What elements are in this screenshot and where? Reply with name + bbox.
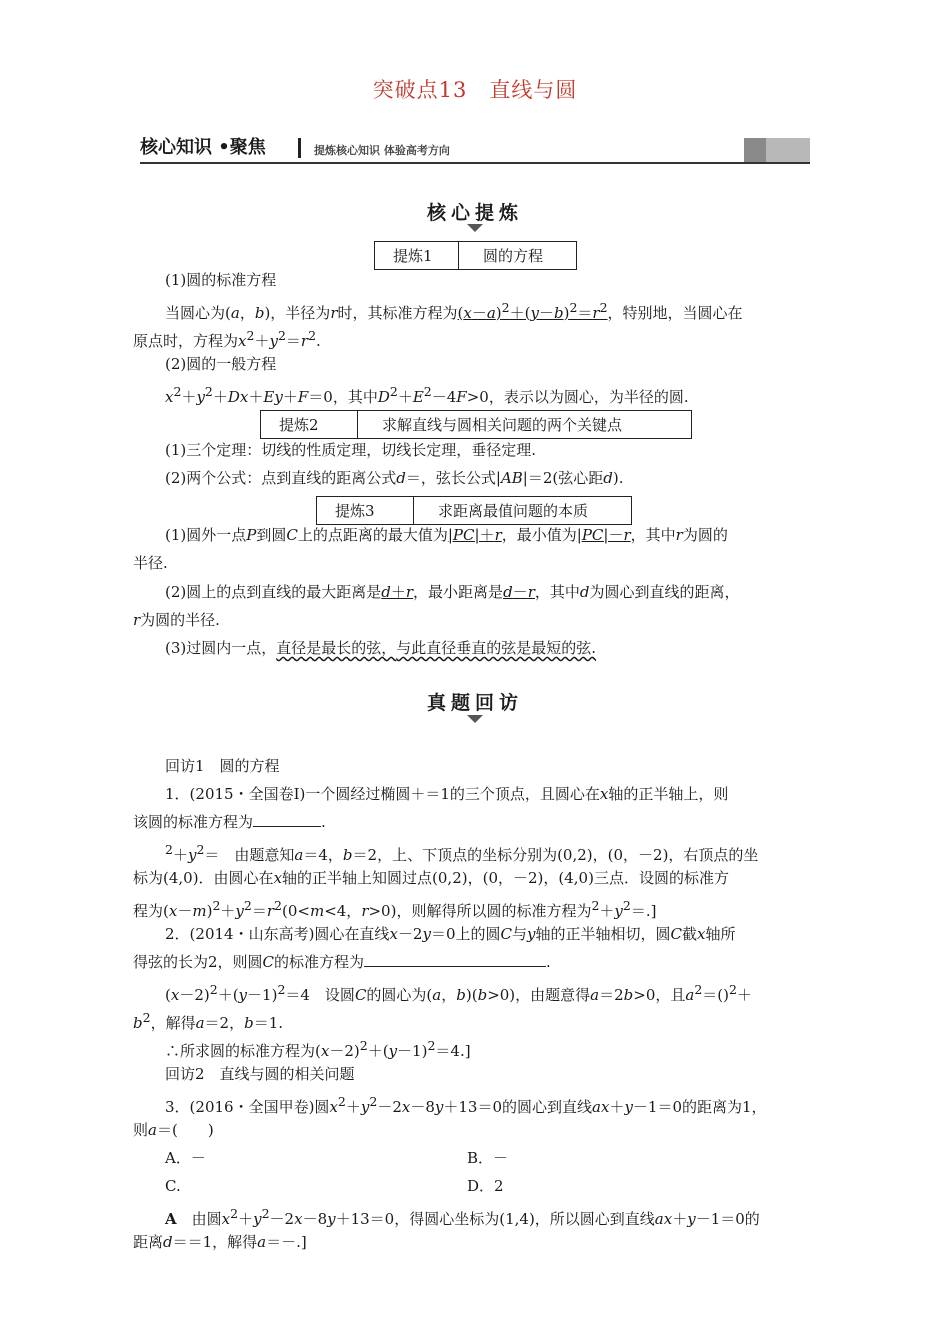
page-title: 突破点13 直线与圆: [372, 78, 578, 102]
paragraph: 原点时，方程为$x^2+y^2=r^2$.: [133, 328, 321, 350]
triangle-marker-icon: [467, 715, 483, 723]
topic-box-name: 求距离最值问题的本质: [438, 502, 589, 520]
topic-box-2: [260, 410, 692, 439]
paragraph: (2)圆的一般方程: [165, 355, 277, 373]
paragraph: 则a＝( ): [133, 1121, 214, 1139]
paragraph: 该圆的标准方程为 .: [133, 808, 326, 836]
paragraph: (1)圆外一点P到圆C上的点距离的最大值为|PC|＋r，最小值为|PC|－r，其中r为圆的: [165, 526, 728, 544]
topic-box-number: 提炼1: [375, 242, 459, 269]
paragraph: ∴所求圆的标准方程为$(x-2)^2+(y-1)^2=4$.]: [165, 1038, 471, 1060]
paragraph: $x^2+y^2+Dx+Ey+F=0$，其中$D^2+E^2-4F>0$，表示以为圆心，为半径的圆.: [165, 384, 689, 406]
answer-blank: [253, 810, 321, 827]
header-bar-block-light: [766, 138, 810, 162]
header-bar-block-dark: [744, 138, 766, 162]
section-title-core: 核心提炼: [426, 202, 523, 224]
header-bar-title: 核心知识 •聚焦: [140, 137, 266, 158]
paragraph: (1)圆的标准方程: [165, 271, 277, 289]
paragraph: 标为(4,0)．由圆心在x轴的正半轴上知圆过点(0,2)，(0，－2)，(4,0)三点．设圆的标准方: [133, 869, 729, 887]
paragraph: $^2+y^2=$ 由题意知a＝4，b＝2，上、下顶点的坐标分别为(0,2)，(0，－2)，右顶点的坐: [165, 842, 759, 864]
paragraph: (1)三个定理：切线的性质定理，切线长定理，垂径定理.: [165, 441, 537, 459]
section-header-bar: [140, 136, 810, 164]
paragraph: (3)过圆内一点，直径是最长的弦，与此直径垂直的弦是最短的弦.: [165, 639, 597, 657]
paragraph: 半径.: [133, 554, 168, 572]
topic-box-number: 提炼2: [261, 411, 358, 438]
paragraph: (2)两个公式：点到直线的距离公式d＝，弦长公式|AB|＝2(弦心距d).: [165, 469, 624, 487]
paragraph: 距离d＝＝1，解得a＝－.]: [133, 1233, 307, 1251]
paragraph: $(x-2)^2+(y-1)^2=4$ 设圆C的圆心为(a，b)(b>0)，由题意得a＝2b>0，且$a^2=()^2+$: [165, 982, 752, 1004]
paragraph: 1．(2015・全国卷Ⅰ)一个圆经过椭圆＋＝1的三个顶点，且圆心在x轴的正半轴上，则: [165, 785, 729, 803]
paragraph: 3．(2016・全国甲卷)圆$x^2+y^2-2x-8y+13=0$的圆心到直线ax＋y－1＝0的距离为1，: [165, 1094, 767, 1116]
paragraph: 2．(2014・山东高考)圆心在直线x－2y＝0上的圆C与y轴的正半轴相切，圆C截x轴所: [165, 925, 736, 943]
option-d: D．2: [467, 1177, 504, 1195]
paragraph: $b^2$，解得a＝2，b＝1.: [133, 1010, 283, 1032]
paragraph: 得弦的长为2，则圆C的标准方程为 .: [133, 948, 551, 976]
option-a: A．－: [165, 1149, 206, 1167]
option-b: B．－: [467, 1149, 509, 1167]
section-title-review: 真题回访: [426, 692, 523, 714]
topic-box-1: [374, 241, 577, 270]
option-c: C.: [165, 1177, 181, 1195]
paragraph: 程为$(x-m)^2+y^2=r^2(0<m<4$，r>0)，则解得所以圆的标准方程为$^2+y^2=$.]: [133, 898, 657, 920]
paragraph: 回访1 圆的方程: [165, 757, 280, 775]
header-bar-rule: [140, 162, 810, 164]
triangle-marker-icon: [467, 224, 483, 232]
paragraph: (2)圆上的点到直线的最大距离是d＋r，最小距离是d－r，其中d为圆心到直线的距离，: [165, 583, 740, 601]
paragraph: 回访2 直线与圆的相关问题: [165, 1065, 355, 1083]
answer-blank: [364, 950, 546, 967]
paragraph: r为圆的半径.: [133, 611, 220, 629]
header-bar-subtitle: 提炼核心知识 体验高考方向: [314, 144, 450, 157]
header-bar-divider: [298, 138, 301, 158]
topic-box-name: 求解直线与圆相关问题的两个关键点: [382, 416, 623, 434]
topic-box-number: 提炼3: [317, 497, 414, 524]
paragraph: 当圆心为(a，b)，半径为r时，其标准方程为$(x-a)^2+(y-b)^2=r^2$，特别地，当圆心在: [165, 300, 743, 322]
paragraph: A 由圆$x^2+y^2-2x-8y+13=0$，得圆心坐标为(1,4)，所以圆心到直线ax＋y－1＝0的: [165, 1206, 760, 1228]
answer-letter: A: [165, 1210, 177, 1228]
topic-box-name: 圆的方程: [483, 247, 544, 265]
